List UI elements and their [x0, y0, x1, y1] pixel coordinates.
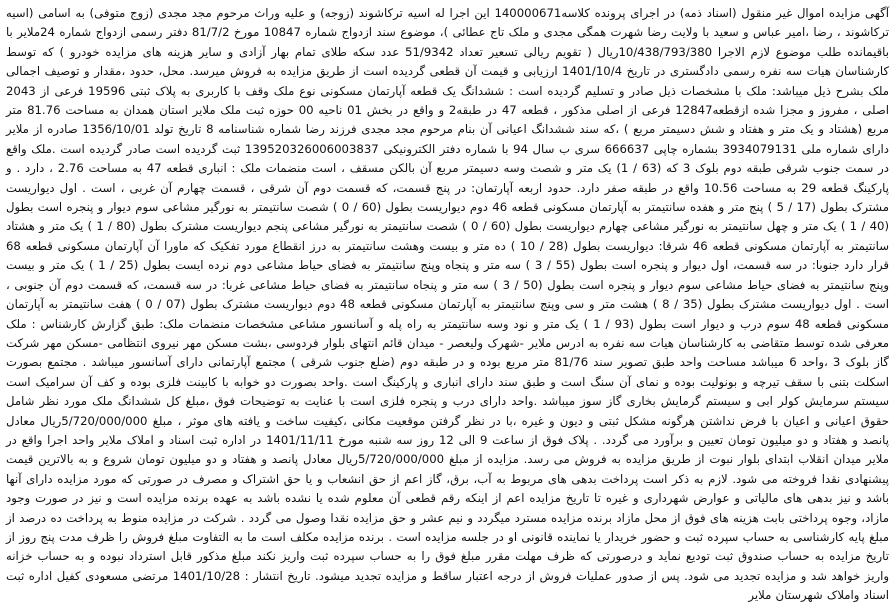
auction-notice-text: آگهی مزایده اموال غیر منقول (اسناد ذمه) در اجرای پرونده کلاسه140000671 این اجرا له اسیه ترکاشوند (زوجه) و علیه وراث مرحوم مجد مجدی (زوج متوفی) به اسامی (اسیه ترکاشوند ، رضا ،امیر عباس و سعید با ولایت رضا شهرت همگی مجدی و ملک تاج عطائی )، موضوع سند ازدواج شماره 10847 مورخ 81/7/2 دفتر رسمی ازدواج شماره 24ملایر با باقیمانده طلب موضوع لازم الاجرا 10/438/793/380ریال ( تقویم ریالی تسعیر تعداد 51/9342 عدد سکه طلای تمام بهار آزادی و سایر هزینه های مزایده خودرو ) که توسط کارشناسان هیات سه نفره رسمی دادگستری در تاریخ 1401/10/4 ارزیابی و قیمت آن قطعی گردیده است از طریق مزایده به فروش میرسد. محل، حدود ،مقدار و توصیف اجمالی ملک بشرح ذیل میباشد: ملک با مشخصات ذیل صادر و تسلیم گردیده است : ششدانگ یک قطعه آپارتمان مسکونی نوع ملک وقف با کاربری به پلاک ثبتی 19596 فرعی از 2043 اصلی ، مفروز و مجزا شده ازقطعه12847 فرعی از اصلی مذکور ، قطعه 47 در طبقه2 و واقع در بخش 01 ناحیه 00 حوزه ثبت ملک ملایر استان همدان به مساحت 81.76 متر مربع (هشتاد و یک متر و هفتاد و شش دسیمتر مربع ) ،که سند ششدانگ اعیانی آن بنام مرحوم مجد مجدی فرزند رضا شماره شناسنامه 8 تاریخ تولد 1356/10/01 صادره از ملایر دارای شماره ملی 3934079131 بشماره چاپی 666637 سری ب سال 94 با شماره دفتر الکترونیکی 139520326006003837 ثبت گردیده است صادر گردیده است .ملک واقع در سمت جنوب شرقی طبقه دوم بلوک 3 که (63 / 1) یک متر و شصت وسه دسیمتر مربع آن بالکن مسقف ، است منضمات ملک : انباری قطعه 47 به مساحت 2.76 ، دارد . و پارکینگ قطعه 29 به مساحت 10.56 واقع در طبقه صفر دارد. حدود اربعه آپارتمان: در پنج قسمت، که قسمت دوم آن شرقی ، قسمت چهارم آن غربی ، است . اول دیواریست مشترک بطول (17 / 5 ) پنج متر و هفده سانتیمتر به آپارتمان مسکونی قطعه 46 دوم دیواریست بطول (60 / 0 ) شصت سانتیمتر به نورگیر مشاعی سوم دیوار و پنجره است بطول (40 / 1 ) یک متر و چهل سانتیمتر به نورگیر مشاعی چهارم دیواریست بطول (60 / 0 ) شصت سانتیمتر به نورگیر مشاعی پنجم دیواریست مشترک بطول (80 / 1 ) یک متر و هشتاد سانتیمتر به آپارتمان مسکونی قطعه 46 شرقا: دیواریست بطول (28 / 10 ) ده متر و بیست وهشت سانتیمتر به درز انقطاع مورد تفکیک که ماورا آن آپارتمان مسکونی قطعه 68 قرار دارد جنوبا: در سه قسمت، اول دیوار و پنجره است بطول (55 / 3 ) سه متر و پنجاه وپنج سانتیمتر به فضای حیاط مشاعی دوم نرده ایست بطول (25 / 1 ) یک متر و بیست وپنج سانتیمتر به فضای حیاط مشاعی سوم دیوار و پنجره است بطول (50 / 3 ) سه متر و پنجاه سانتیمتر به فضای حیاط مشاعی غربا: در سه قسمت، که قسمت دوم آن جنوبی ، است . اول دیواریست مشترک بطول (35 / 8 ) هشت متر و سی وپنج سانتیمتر به آپارتمان مسکونی قطعه 48 دوم دیواریست مشترک بطول (07 / 0 ) هفت سانتیمتر به آپارتمان مسکونی قطعه 48 سوم درب و دیوار است بطول (93 / 1 ) یک متر و نود وسه سانتیمتر به راه پله و آسانسور مشاعی مشخصات منضمات ملک: طبق گزارش کارشناس : ملک معرفی شده توسط متقاضی به کارشناسان هیات سه نفره به ادرس ملایر -شهرک ولیعصر - میدان قائم انتهای بلوار فردوسی ،بشت مسکن مهر نیروی انتظامی -مسکن مهر شرکت گاز بلوک 3 ،واحد 6 میباشد مساحت واحد طبق تصویر سند 81/76 متر مربع بوده و در طبقه دوم (ضلع جنوب شرقی ) مجتمع آپارتمانی دارای آسانسور میباشد . مجتمع بصورت اسکلت بتنی با سقف تیرچه و بونولیت بوده و نمای آن سنگ است و طبق سند دارای انباری و پارکینگ است .واحد بصورت دو خوابه با کابینت فلزی بوده و کف آن سرامیک است سیستم سرمایش کولر ابی و سیستم گرمایش بخاری گاز سوز میباشد .واحد دارای درب و پنجره فلزی است با عنایت به توضیحات فوق ،مبلغ کل ششدانگ ملک مورد نظر شامل حقوق اعیانی و اعیان با فرض نداشتن هرگونه مشکل ثبتی و دیون و غیره ،با در نظر گرفتن موقعیت مکانی ،کیفیت ساخت و یافته های موثر ، مبلغ 5/720/000/000ریال معادل پانصد و هفتاد و دو میلیون تومان تعیین و برآورد می گردد. . پلاک فوق از ساعت 9 الی 12 روز سه شنبه مورخ 1401/11/11 در اداره ثبت اسناد و املاک ملایر واحد اجرا واقع در ملایر میدان انقلاب ابتدای بلوار نبوت از طریق مزایده به فروش می رسد. مزایده از مبلغ 5/720/000/000ریال معادل پانصد و هفتاد و دو میلیون تومان شروع و به بالاترین قیمت پیشنهادی نقدا فروخته می شود. لازم به ذکر است پرداخت بدهی های مربوط به آب، برق، گاز اعم از حق انشعاب و یا حق اشتراک و مصرف در صورتی که مورد مزایده دارای آنها باشد و نیز بدهی های مالیاتی و عوارض شهرداری و غیره تا تاریخ مزایده اعم از اینکه رقم قطعی آن معلوم شده یا نشده باشد به عهده برنده مزایده است و نیز در صورت وجود مازاد، وجوه پرداختی بابت هزینه های فوق از محل مازاد برنده مزایده مسترد میگردد و نیم عشر و حق مزایده نقدا وصول می گردد . شرکت در مزایده منوط به پرداخت ده درصد از مبلغ پایه کارشناسی به حساب سپرده ثبت و حضور خریدار یا نماینده قانونی او در جلسه مزایده است . برنده مزایده مکلف است ما به التفاوت مبلغ فروش را ظرف مدت پنج روز از تاریخ مزایده به حساب صندوق ثبت تودیع نماید و درصورتی که ظرف مهلت مقرر مبلغ فوق را به حساب سپرده ثبت واریز نکند مبلغ مذکور قابل استرداد نبوده و به حساب خزانه واریز خواهد شد و مزایده تجدید می شود. پس از صدور عملیات فروش از درجه اعتبار ساقط و مزایده تجدید میشود. تاریخ انتشار : 1401/10/28 مرتضی مسعودی کفیل اداره ثبت اسناد واملاک شهرستان ملایر: [6, 6, 890, 603]
